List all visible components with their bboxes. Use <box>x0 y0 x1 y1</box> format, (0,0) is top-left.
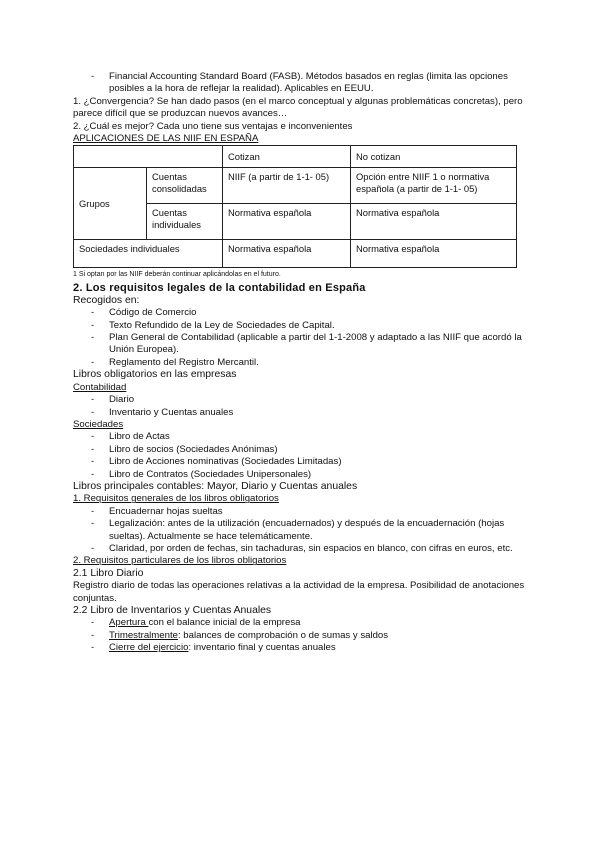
sociedades-heading: Sociedades <box>73 418 124 430</box>
table-row <box>74 146 517 168</box>
list-item-text: con el balance inicial de la empresa <box>148 617 301 629</box>
list-item-text: Código de Comercio <box>109 307 197 319</box>
list-item-text: Diario <box>109 394 135 406</box>
list-item-text: Claridad, por orden de fechas, sin tachaduras, sin espacios en blanco, con cifras en euros, etc. <box>109 542 513 554</box>
bullet-dash: - <box>91 629 95 641</box>
table-row <box>74 168 517 204</box>
libro-diario-text: Registro diario de todas las operaciones relativas a la actividad de la empresa. Posibilidad de anotaciones conjuntas. <box>73 580 525 604</box>
fasb-text: Financial Accounting Standard Board (FASB). Métodos basados en reglas (limita las opciones posibles a la hora de reflejar la realidad). Aplicables en EEUU. <box>109 71 508 95</box>
requisitos-generales-heading: 1. Requisitos generales de los libros obligatorios <box>73 493 279 505</box>
libros-obligatorios-heading: Libros obligatorios en las empresas <box>73 369 237 381</box>
requisitos-particulares-heading: 2. Requisitos particulares de los libros obligatorios <box>73 555 287 567</box>
bullet-dash: - <box>91 468 95 480</box>
footnote: 1 Si optan por las NIIF deberán continuar aplicándolas en el futuro. <box>73 271 281 279</box>
cell-cuentas-individuales: Cuentas individuales <box>147 204 223 240</box>
cell-r2-cotizan: Normativa española <box>223 204 351 240</box>
bullet-dash: - <box>91 307 95 319</box>
table-cell-empty <box>74 146 223 168</box>
cell-sociedades-individuales: Sociedades individuales <box>74 240 223 268</box>
list-item <box>73 394 528 406</box>
bullet-dash: - <box>91 356 95 368</box>
bullet-dash: - <box>91 642 95 654</box>
bullet-dash: - <box>91 406 95 418</box>
bullet-dash: - <box>91 431 95 443</box>
document-page <box>73 71 528 655</box>
cell-grupos: Grupos <box>74 168 147 240</box>
cell-r3-no-cotizan: Normativa española <box>351 240 517 268</box>
cell-cuentas-consolidadas: Cuentas consolidadas <box>147 168 223 204</box>
cell-r1-cotizan: NIIF (a partir de 1-1- 05) <box>223 168 351 204</box>
list-item-text: Libro de Contratos (Sociedades Unipersonales) <box>109 468 312 480</box>
list-item <box>73 642 528 654</box>
term-apertura: Apertura <box>109 617 149 629</box>
bullet-dash: - <box>91 542 95 554</box>
bullet-dash: - <box>91 518 95 530</box>
libro-inventarios-heading: 2.2 Libro de Inventarios y Cuentas Anuales <box>73 605 272 616</box>
list-item <box>73 617 528 629</box>
list-item <box>73 506 528 518</box>
question-cual-mejor: 2. ¿Cuál es mejor? Cada uno tiene sus ventajas e inconvenientes <box>73 120 353 132</box>
list-item <box>73 332 528 357</box>
list-item <box>73 456 528 468</box>
niif-applications-table <box>73 145 517 268</box>
list-item-fasb <box>73 71 528 96</box>
list-item <box>73 518 528 543</box>
table-row <box>74 240 517 268</box>
section-title: 2. Los requisitos legales de la contabilidad en España <box>73 282 366 295</box>
list-item-text: Libro de Acciones nominativas (Sociedades Limitadas) <box>109 456 342 468</box>
cell-r2-no-cotizan: Normativa española <box>351 204 517 240</box>
bullet-dash: - <box>91 617 95 629</box>
list-item <box>73 431 528 443</box>
list-item <box>73 357 528 369</box>
list-item <box>73 320 528 332</box>
bullet-dash: - <box>91 394 95 406</box>
recogidos-label: Recogidos en: <box>73 294 140 306</box>
table-heading: APLICACIONES DE LAS NIIF EN ESPAÑA <box>73 133 259 145</box>
list-item <box>73 407 528 419</box>
list-item-text: Plan General de Contabilidad (aplicable a partir del 1-1-2008 y adaptado a las NIIF que acordó la Unión Europea). <box>109 332 522 356</box>
list-item <box>73 307 528 319</box>
list-item <box>73 543 528 555</box>
list-item-text: Reglamento del Registro Mercantil. <box>109 356 259 368</box>
cell-r1-no-cotizan: Opción entre NIIF 1 o normativa española (a partir de 1-1- 05) <box>351 168 517 204</box>
bullet-dash: - <box>91 332 95 344</box>
bullet-dash: - <box>91 71 95 82</box>
question-convergencia: 1. ¿Convergencia? Se han dado pasos (en el marco conceptual y algunas problemáticas concretas), pero parece difícil que se produzcan nuevos avances… <box>73 95 523 120</box>
list-item <box>73 444 528 456</box>
term-trimestralmente: Trimestralmente <box>109 629 178 641</box>
bullet-dash: - <box>91 505 95 517</box>
list-item-text: Libro de socios (Sociedades Anónimas) <box>109 443 278 455</box>
list-item-text: Legalización: antes de la utilización (encuadernados) y después de la encuadernación (hojas sueltas). Actualmente se hace telemáticamente. <box>109 518 505 542</box>
list-item-text: Libro de Actas <box>109 431 170 443</box>
list-item <box>73 469 528 481</box>
term-cierre-ejercicio: Cierre del ejercicio <box>109 642 189 654</box>
list-item-text: Encuadernar hojas sueltas <box>109 505 223 517</box>
bullet-dash: - <box>91 456 95 468</box>
bullet-dash: - <box>91 319 95 331</box>
bullet-dash: - <box>91 443 95 455</box>
contabilidad-heading: Contabilidad <box>73 381 127 393</box>
header-cotizan: Cotizan <box>223 146 351 168</box>
list-item-text: : inventario final y cuentas anuales <box>188 642 336 654</box>
libros-principales: Libros principales contables: Mayor, Diario y Cuentas anuales <box>73 480 358 492</box>
list-item-text: Texto Refundido de la Ley de Sociedades de Capital. <box>109 319 335 331</box>
list-item <box>73 630 528 642</box>
header-no-cotizan: No cotizan <box>351 146 517 168</box>
list-item-text: : balances de comprobación o de sumas y saldos <box>177 629 389 641</box>
libro-diario-heading: 2.1 Libro Diario <box>73 567 144 579</box>
cell-r3-cotizan: Normativa española <box>223 240 351 268</box>
list-item-text: Inventario y Cuentas anuales <box>109 406 234 418</box>
